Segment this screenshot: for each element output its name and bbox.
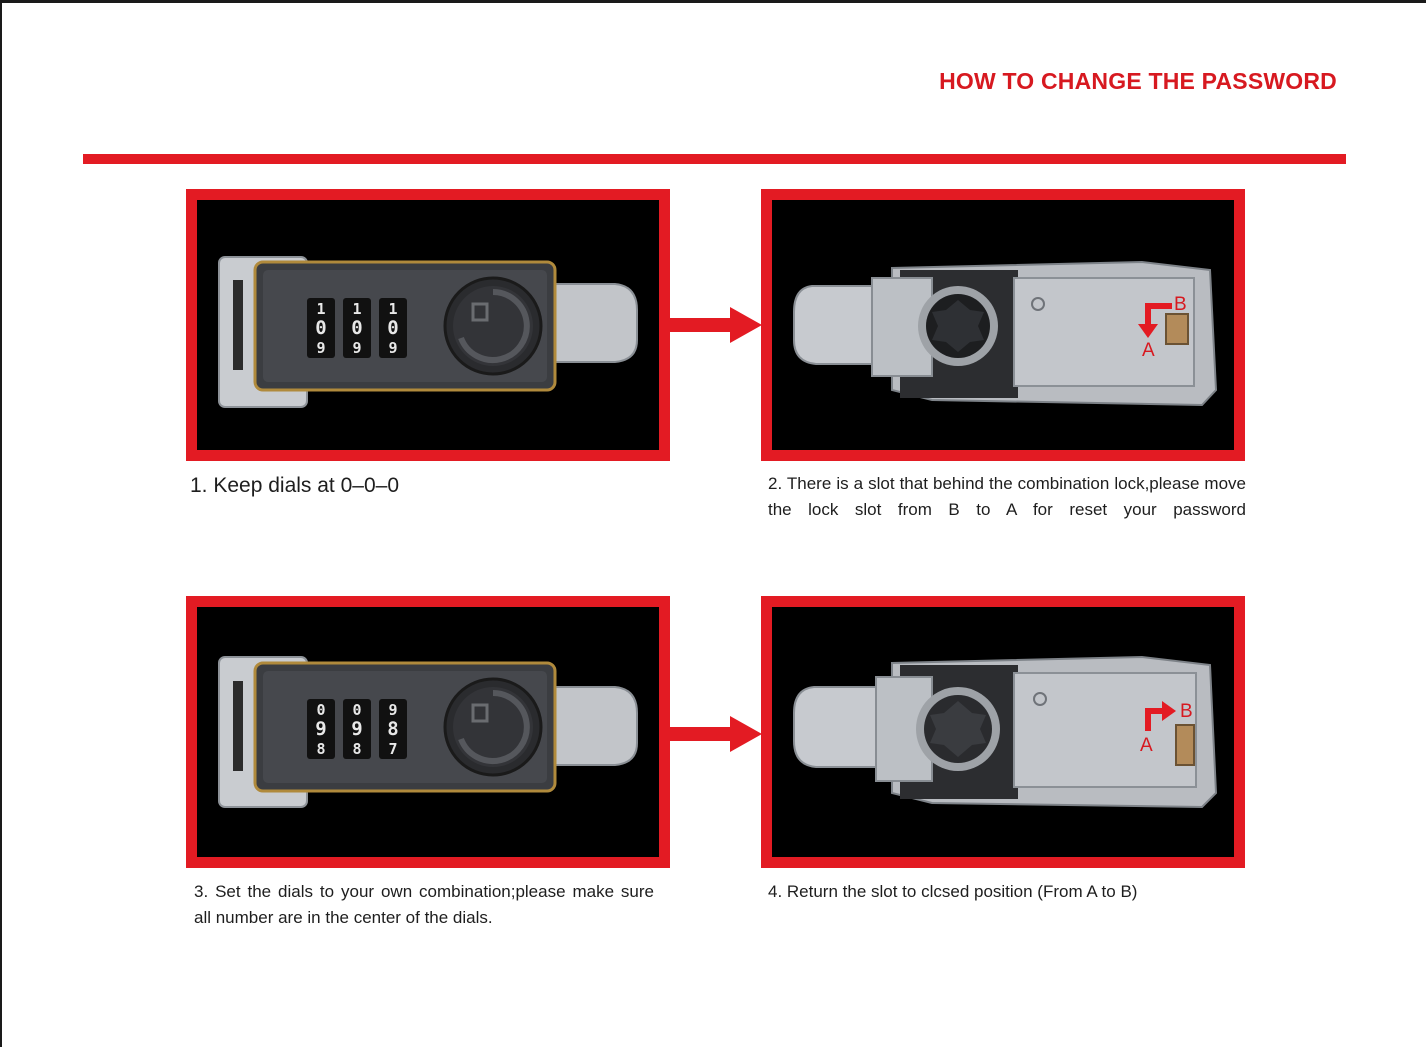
svg-text:0: 0 — [315, 317, 327, 339]
svg-text:0: 0 — [316, 701, 326, 719]
svg-text:0: 0 — [351, 317, 363, 339]
svg-text:9: 9 — [351, 718, 363, 740]
svg-text:0: 0 — [352, 701, 362, 719]
right-arrow-icon — [668, 714, 764, 754]
svg-text:8: 8 — [352, 740, 362, 758]
step-3-photo — [186, 596, 670, 868]
svg-text:9: 9 — [388, 339, 398, 357]
title-divider — [83, 154, 1346, 164]
page-title: HOW TO CHANGE THE PASSWORD — [939, 68, 1337, 94]
right-arrow-icon — [668, 305, 764, 345]
svg-text:8: 8 — [387, 718, 399, 740]
slot-label-from: B — [1174, 294, 1187, 315]
step-2-caption: 2. There is a slot that behind the combination lock,please move the lock slot from B to A for reset your password — [768, 474, 1246, 519]
svg-text:1: 1 — [388, 300, 398, 318]
lock-back-slot-a-to-b — [772, 607, 1234, 857]
slot-label-to: A — [1142, 340, 1155, 361]
slot-label-from: A — [1140, 735, 1153, 756]
svg-text:9: 9 — [315, 718, 327, 740]
step-4-photo — [761, 596, 1245, 868]
svg-text:9: 9 — [316, 339, 326, 357]
slot-label-to: B — [1180, 701, 1193, 722]
lock-front-dials-custom — [197, 607, 659, 857]
svg-text:9: 9 — [388, 701, 398, 719]
svg-text:1: 1 — [316, 300, 326, 318]
step-1-caption: 1. Keep dials at 0–0–0 — [190, 474, 399, 497]
svg-text:8: 8 — [316, 740, 326, 758]
step-2-photo — [761, 189, 1245, 461]
svg-text:7: 7 — [388, 740, 398, 758]
svg-text:9: 9 — [352, 339, 362, 357]
svg-text:1: 1 — [352, 300, 362, 318]
step-4-caption: 4. Return the slot to clcsed position (From A to B) — [768, 882, 1138, 901]
step-1-photo — [186, 189, 670, 461]
svg-text:0: 0 — [387, 317, 399, 339]
step-3-caption: 3. Set the dials to your own combination;please make sure all number are in the center of the dials. — [194, 882, 654, 927]
lock-back-slot-b-to-a — [772, 200, 1234, 450]
lock-front-dials-000 — [197, 200, 659, 450]
